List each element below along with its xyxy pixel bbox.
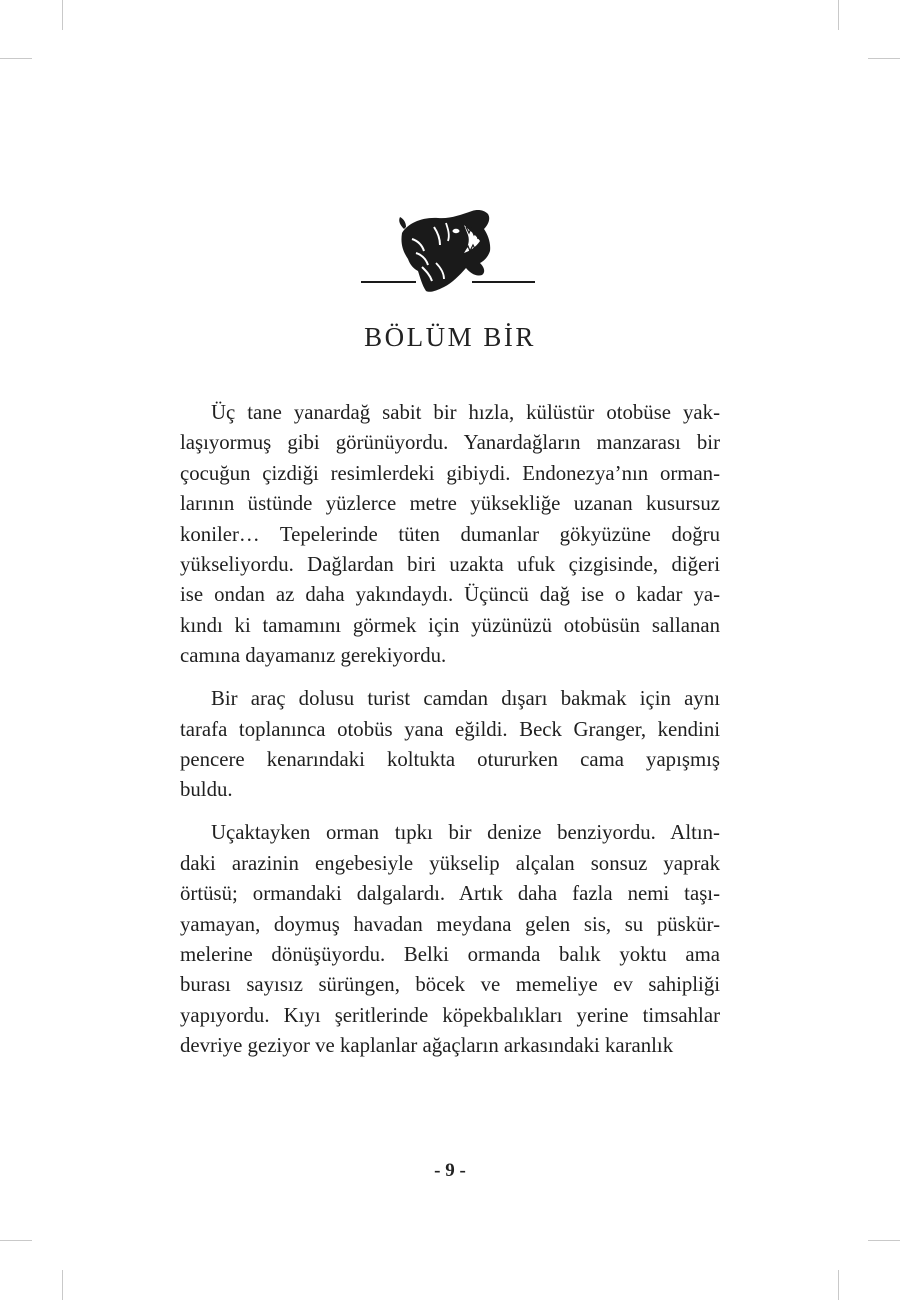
crop-mark-left-top bbox=[0, 58, 32, 59]
crop-mark-top-right bbox=[838, 0, 839, 30]
text-line: camına dayamanız gerekiyordu. bbox=[180, 644, 447, 668]
text-line: Bir araç dolusu turist camdan dışarı bakmak için aynı bbox=[211, 687, 720, 711]
text-line: Uçaktayken orman tıpkı bir denize benziyordu. Altın- bbox=[211, 821, 720, 845]
paragraph bbox=[180, 398, 720, 672]
page-number: - 9 - bbox=[434, 1160, 466, 1181]
text-line: burası sayısız sürüngen, böcek ve memeliye ev sahipliği bbox=[180, 973, 720, 997]
text-line: kındı ki tamamını görmek için yüzünüzü otobüsün sallanan bbox=[180, 613, 720, 637]
crop-mark-bottom-right bbox=[838, 1270, 839, 1300]
text-line: örtüsü; ormandaki dalgalardı. Artık daha fazla nemi taşı- bbox=[180, 882, 720, 906]
paragraph bbox=[180, 684, 720, 806]
crop-mark-left-bottom bbox=[0, 1240, 32, 1241]
text-line: devriye geziyor ve kaplanlar ağaçların arkasındaki karanlık bbox=[180, 1034, 674, 1058]
paragraph bbox=[180, 818, 720, 1061]
text-line: yükseliyordu. Dağlardan biri uzakta ufuk çizgisinde, diğeri bbox=[180, 553, 720, 577]
body-text bbox=[180, 398, 720, 1074]
text-line: laşıyormuş gibi görünüyordu. Yanardağların manzarası bir bbox=[180, 431, 720, 455]
text-line: daki arazinin engebesiyle yükselip alçalan sonsuz yaprak bbox=[180, 851, 720, 875]
crop-mark-right-bottom bbox=[868, 1240, 900, 1241]
text-line: koniler… Tepelerinde tüten dumanlar gökyüzüne doğru bbox=[180, 522, 720, 546]
roaring-tiger-head-icon bbox=[360, 205, 540, 300]
text-line: buldu. bbox=[180, 778, 233, 802]
text-line: ise ondan az daha yakındaydı. Üçüncü dağ ise o kadar ya- bbox=[180, 583, 720, 607]
crop-mark-bottom-left bbox=[62, 1270, 63, 1300]
text-line: larının üstünde yüzlerce metre yüksekliğe uzanan kusursuz bbox=[180, 492, 720, 516]
text-line: melerine dönüşüyordu. Belki ormanda balık yoktu ama bbox=[180, 942, 720, 966]
text-line: yapıyordu. Kıyı şeritlerinde köpekbalıkları yerine timsahlar bbox=[180, 1003, 720, 1027]
text-line: yamayan, doymuş havadan meydana gelen sis, su püskür- bbox=[180, 912, 720, 936]
text-line: çocuğun çizdiği resimlerdeki gibiydi. Endonezya’nın orman- bbox=[180, 461, 720, 485]
chapter-title: BÖLÜM BİR bbox=[364, 322, 536, 352]
crop-mark-top-left bbox=[62, 0, 63, 30]
crop-mark-right-top bbox=[868, 58, 900, 59]
text-line: pencere kenarındaki koltukta otururken cama yapışmış bbox=[180, 747, 720, 771]
text-line: Üç tane yanardağ sabit bir hızla, külüstür otobüse yak- bbox=[211, 401, 720, 424]
chapter-emblem bbox=[0, 205, 900, 305]
text-line: tarafa toplanınca otobüs yana eğildi. Beck Granger, kendini bbox=[180, 717, 720, 741]
